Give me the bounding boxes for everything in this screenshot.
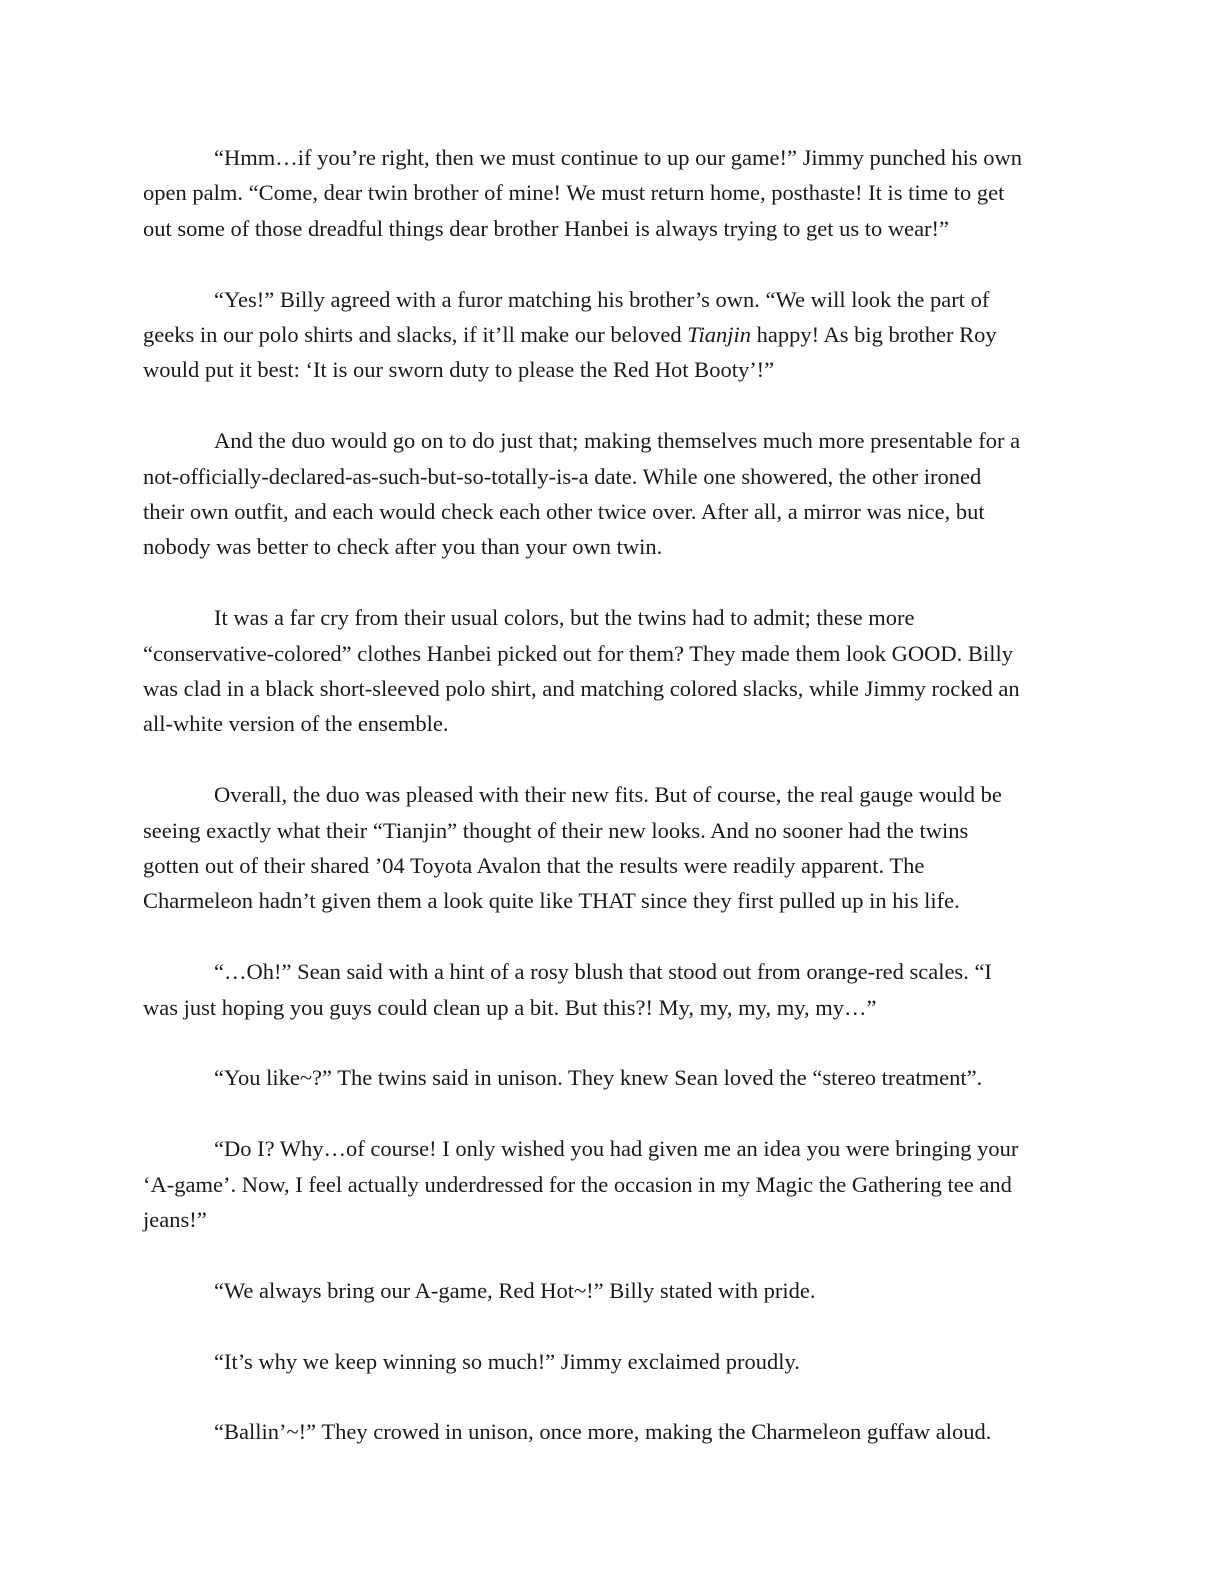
line-text: happy! As big brother Roy xyxy=(751,322,997,348)
document-page xyxy=(143,140,1073,1450)
paragraph-5 xyxy=(143,777,1073,919)
paragraph-9 xyxy=(143,1273,1073,1308)
paragraph-line: “Hmm…if you’re right, then we must continue to up our game!” Jimmy punched his own xyxy=(214,145,1022,170)
paragraph-line: Overall, the duo was pleased with their new fits. But of course, the real gauge would be xyxy=(214,782,1002,808)
paragraph-line: And the duo would go on to do just that; making themselves much more presentable for a xyxy=(214,428,1021,454)
italic-name: Tianjin xyxy=(687,322,752,348)
paragraph-line: seeing exactly what their “Tianjin” thought of their new looks. And no sooner had the twins xyxy=(143,817,969,843)
paragraph-line: “It’s why we keep winning so much!” Jimmy exclaimed proudly. xyxy=(214,1348,800,1374)
paragraph-3 xyxy=(143,423,1073,565)
paragraph-7 xyxy=(143,1060,1073,1095)
paragraph-line: was just hoping you guys could clean up a bit. But this?! My, my, my, my, my…” xyxy=(143,994,877,1020)
paragraph-line: “You like~?” The twins said in unison. They knew Sean loved the “stereo treatment”. xyxy=(214,1065,983,1091)
paragraph-line: was clad in a black short-sleeved polo shirt, and matching colored slacks, while Jimmy rocked an xyxy=(143,676,1020,702)
paragraph-line: nobody was better to check after you than your own twin. xyxy=(143,534,663,560)
paragraph-line: out some of those dreadful things dear brother Hanbei is always trying to get us to wear!” xyxy=(143,215,950,241)
paragraph-line: Charmeleon hadn’t given them a look quite like THAT since they first pulled up in his life. xyxy=(143,888,960,914)
paragraph-2 xyxy=(143,282,1073,388)
paragraph-line: “Yes!” Billy agreed with a furor matching his brother’s own. “We will look the part of xyxy=(214,286,990,312)
paragraph-6 xyxy=(143,954,1073,1025)
paragraph-line: all-white version of the ensemble. xyxy=(143,711,449,737)
paragraph-line: would put it best: ‘It is our sworn duty to please the Red Hot Booty’!” xyxy=(143,357,775,383)
paragraph-8 xyxy=(143,1131,1073,1237)
paragraph-line: “conservative-colored” clothes Hanbei picked out for them? They made them look GOOD. Billy xyxy=(143,640,1013,666)
paragraph-line: “We always bring our A-game, Red Hot~!” Billy stated with pride. xyxy=(214,1277,816,1303)
paragraph-11 xyxy=(143,1414,1073,1449)
paragraph-line: gotten out of their shared ’04 Toyota Avalon that the results were readily apparent. The xyxy=(143,853,925,879)
paragraph-line: open palm. “Come, dear twin brother of mine! We must return home, posthaste! It is time to get xyxy=(143,180,1005,206)
paragraph-10 xyxy=(143,1344,1073,1379)
paragraph-line: “Do I? Why…of course! I only wished you had given me an idea you were bringing your xyxy=(214,1136,1019,1162)
paragraph-line: their own outfit, and each would check each other twice over. After all, a mirror was nice, but xyxy=(143,499,985,525)
paragraph-line: ‘A-game’. Now, I feel actually underdressed for the occasion in my Magic the Gathering tee and xyxy=(143,1171,1012,1197)
paragraph-line: “Ballin’~!” They crowed in unison, once more, making the Charmeleon guffaw aloud. xyxy=(214,1419,992,1445)
paragraph-4 xyxy=(143,600,1073,742)
paragraph-line: It was a far cry from their usual colors, but the twins had to admit; these more xyxy=(214,605,915,631)
paragraph-line: “…Oh!” Sean said with a hint of a rosy blush that stood out from orange-red scales. “I xyxy=(214,959,992,985)
paragraph-line xyxy=(143,317,1073,352)
paragraph-line: not-officially-declared-as-such-but-so-totally-is-a date. While one showered, the other ironed xyxy=(143,463,982,489)
line-text: geeks in our polo shirts and slacks, if it’ll make our beloved xyxy=(143,322,688,348)
paragraph-line: jeans!” xyxy=(143,1207,207,1233)
paragraph-1 xyxy=(143,140,1073,246)
